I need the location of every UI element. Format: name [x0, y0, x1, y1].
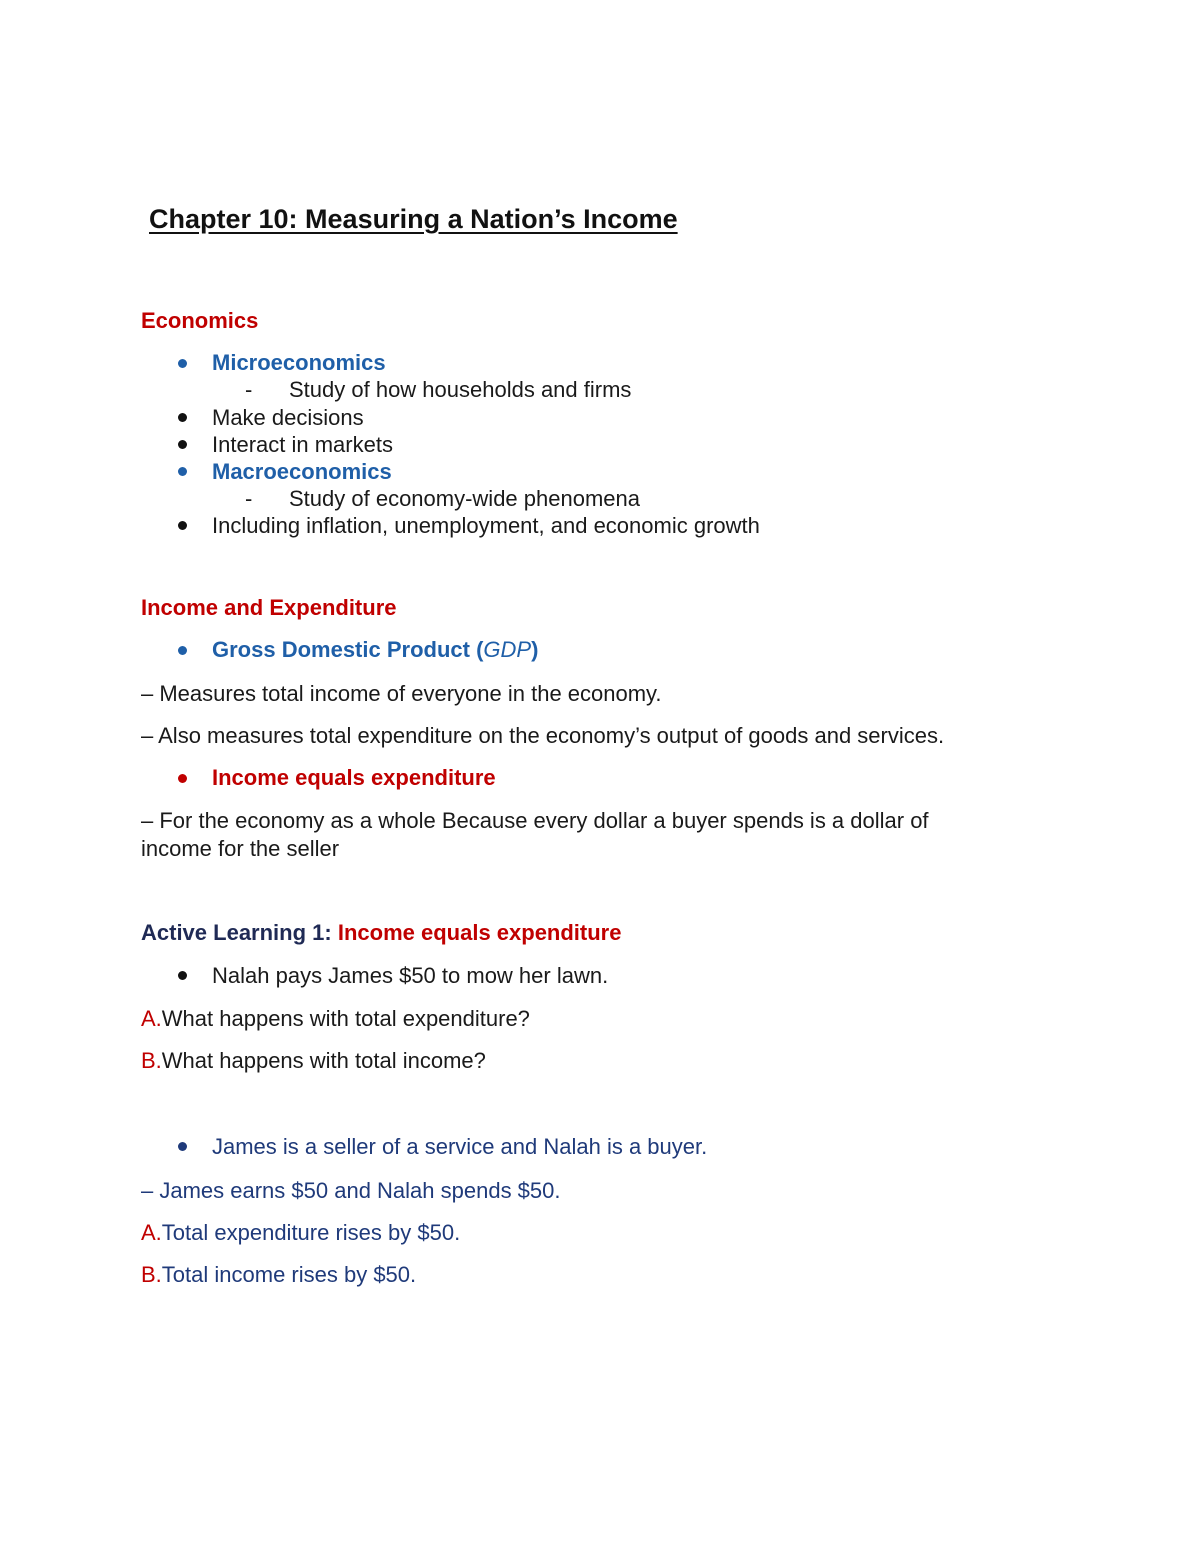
- answer-line: – James earns $50 and Nalah spends $50.: [141, 1178, 561, 1203]
- explanation-line: income for the seller: [141, 836, 340, 861]
- scenario-text: Nalah pays James $50 to mow her lawn.: [212, 963, 609, 988]
- section-heading-active-learning: Active Learning 1: Income equals expenditure: [141, 920, 622, 945]
- answer-b: B.Total income rises by $50.: [141, 1262, 417, 1287]
- section-heading-economics: Economics: [141, 308, 259, 333]
- question-a: A.What happens with total expenditure?: [141, 1006, 530, 1031]
- gdp-abbreviation: GDP: [483, 637, 532, 662]
- question-b: B.What happens with total income?: [141, 1048, 486, 1073]
- dash-marker: -: [245, 486, 253, 511]
- bullet-icon: [178, 971, 187, 980]
- income-equals-expenditure-label: Income equals expenditure: [212, 765, 496, 790]
- list-item: Including inflation, unemployment, and economic growth: [212, 513, 760, 538]
- microeconomics-definition: Study of how households and firms: [289, 377, 632, 402]
- list-item: Make decisions: [212, 405, 364, 430]
- page-title: Chapter 10: Measuring a Nation’s Income: [149, 204, 678, 234]
- bullet-icon: [178, 440, 187, 449]
- bullet-icon: [178, 1142, 187, 1151]
- macroeconomics-definition: Study of economy-wide phenomena: [289, 486, 640, 511]
- list-item: Interact in markets: [212, 432, 393, 457]
- explanation-line: – For the economy as a whole Because every dollar a buyer spends is a dollar of: [141, 808, 929, 833]
- gdp-description-line: – Also measures total expenditure on the economy’s output of goods and services.: [141, 723, 945, 748]
- microeconomics-label: Microeconomics: [212, 350, 386, 375]
- answer-bullet-text: James is a seller of a service and Nalah is a buyer.: [212, 1134, 708, 1159]
- gdp-label: Gross Domestic Product (GDP): [212, 637, 539, 662]
- bullet-icon: [178, 359, 187, 368]
- bullet-icon: [178, 646, 187, 655]
- dash-marker: -: [245, 377, 253, 402]
- gdp-description-line: – Measures total income of everyone in the economy.: [141, 681, 662, 706]
- bullet-icon: [178, 521, 187, 530]
- section-heading-income-expenditure: Income and Expenditure: [141, 595, 397, 620]
- macroeconomics-label: Macroeconomics: [212, 459, 392, 484]
- bullet-icon: [178, 413, 187, 422]
- bullet-icon: [178, 774, 187, 783]
- bullet-icon: [178, 467, 187, 476]
- answer-a: A.Total expenditure rises by $50.: [141, 1220, 461, 1245]
